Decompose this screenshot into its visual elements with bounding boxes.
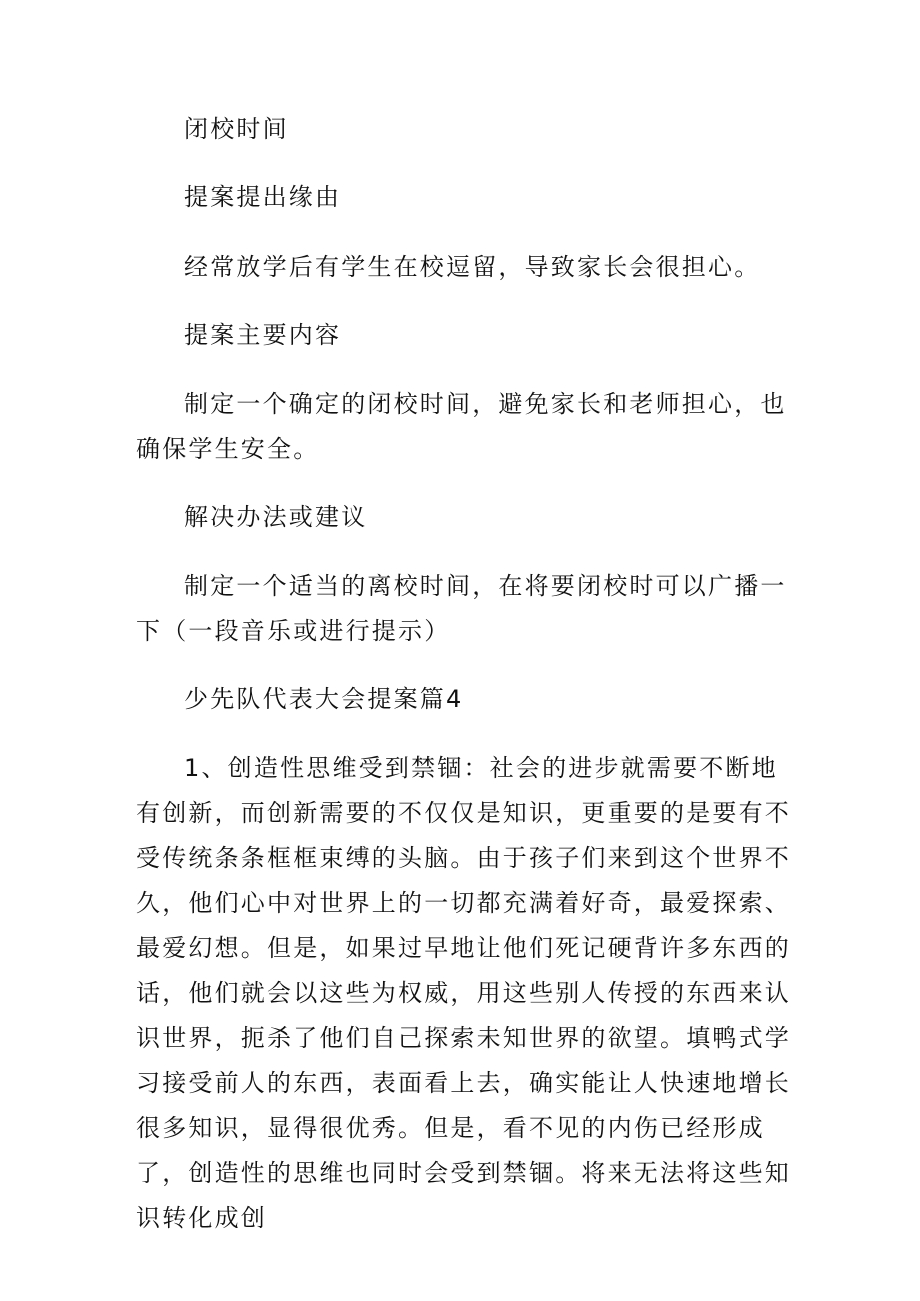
paragraph-solution: 制定一个适当的离校时间，在将要闭校时可以广播一下（一段音乐或进行提示） bbox=[136, 572, 787, 645]
paragraph-content: 制定一个确定的闭校时间，避免家长和老师担心，也确保学生安全。 bbox=[136, 390, 787, 463]
paragraph-creative-thinking: 1、创造性思维受到禁锢：社会的进步就需要不断地有创新，而创新需要的不仅仅是知识，更重要的是要有不受传统条条框框束缚的头脑。由于孩子们来到这个世界不久，他们心中对世界上的一切都充满着好奇，最爱探索、最爱幻想。但是，如果过早地让他们死记硬背许多东西的话，他们就会以这些为权威，用这些别人传授的东西来认识世界，扼杀了他们自己探索未知世界的欲望。填鸭式学习接受前人的东西，表面看上去，确实能让人快速地增长很多知识，显得很优秀。但是，看不见的内伤已经形成了，创造性的思维也同时会受到禁锢。将来无法将这些知识转化成创 bbox=[136, 754, 791, 1232]
heading-closing-time: 闭校时间 bbox=[184, 115, 289, 143]
heading-solution: 解决办法或建议 bbox=[184, 503, 368, 531]
heading-proposal-reason: 提案提出缘由 bbox=[184, 183, 342, 211]
paragraph-reason: 经常放学后有学生在校逗留，导致家长会很担心。 bbox=[184, 253, 761, 281]
heading-proposal-content: 提案主要内容 bbox=[184, 321, 342, 349]
heading-article-4: 少先队代表大会提案篇4 bbox=[184, 685, 464, 713]
